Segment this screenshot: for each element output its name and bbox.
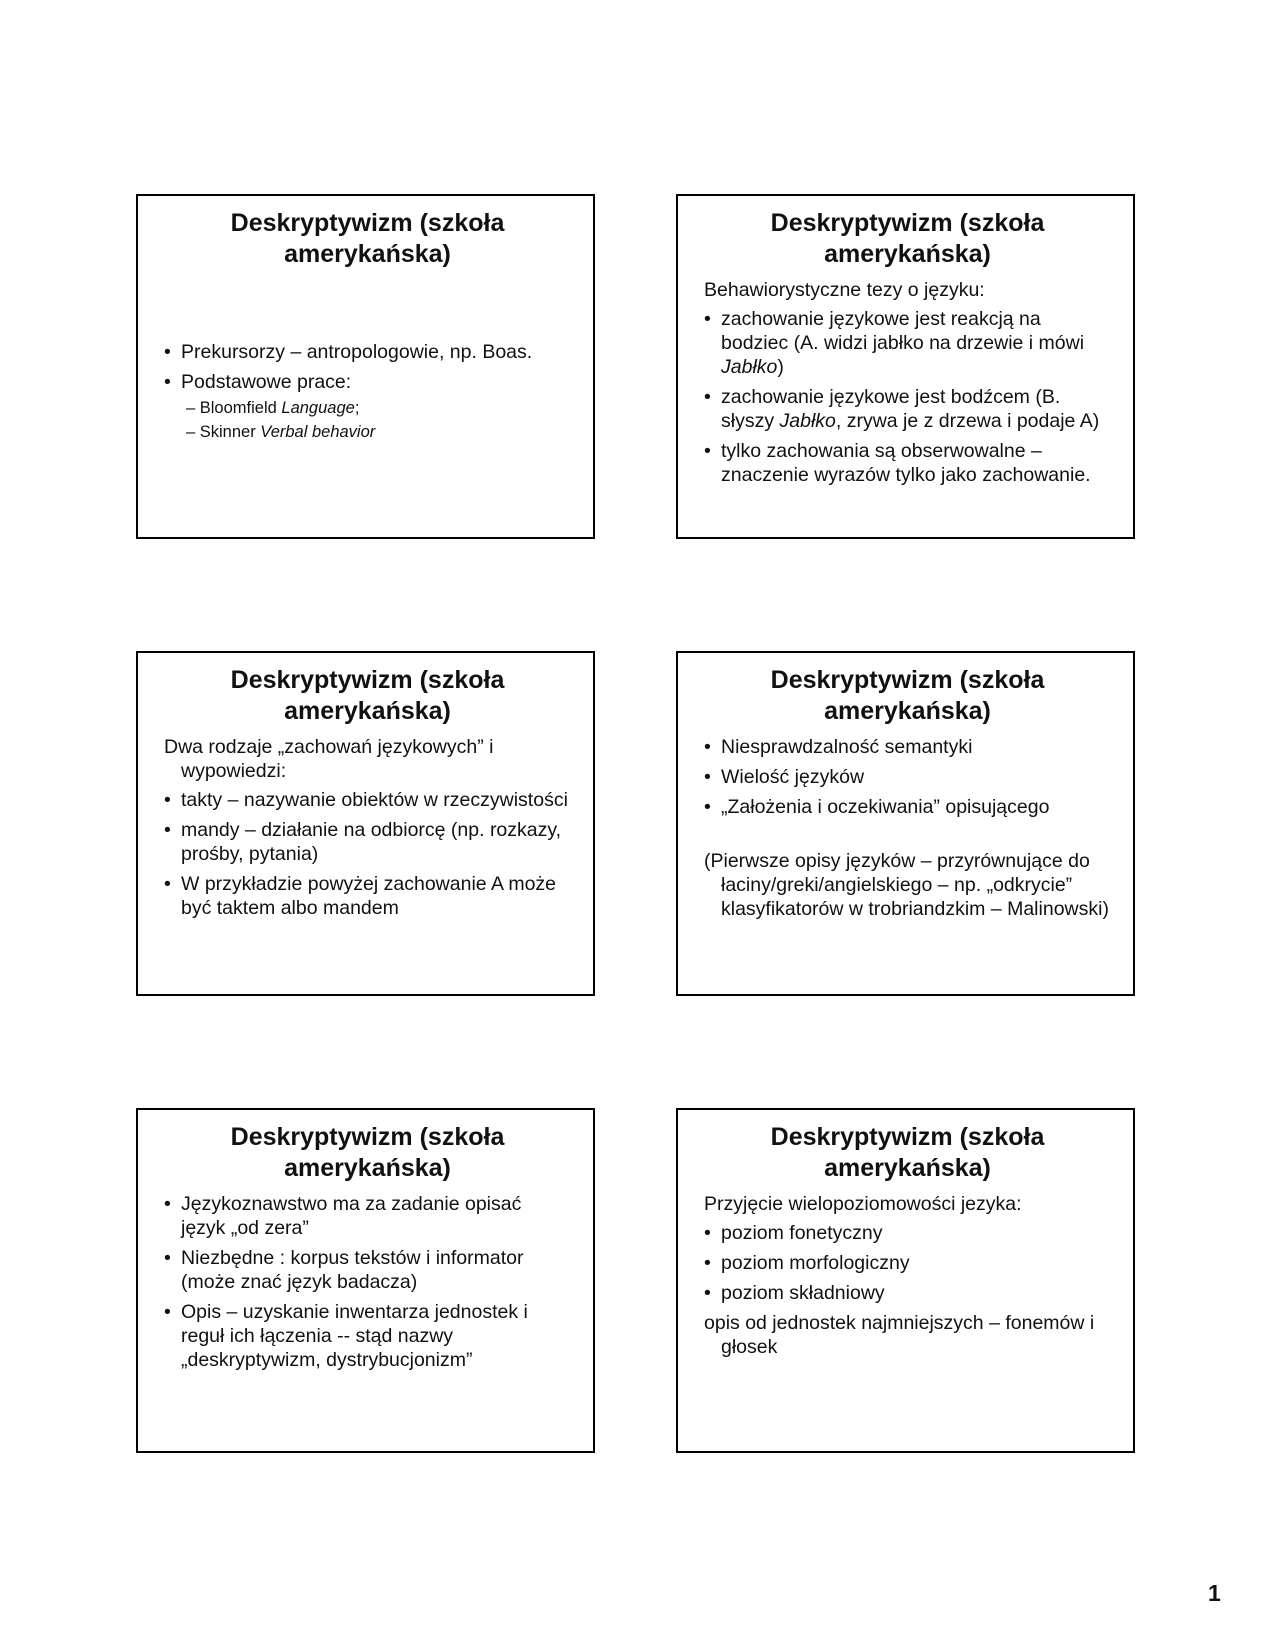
slide-title: Deskryptywizm (szkoła amerykańska) — [770, 209, 1045, 268]
slide-5 — [136, 1108, 595, 1453]
slide-body — [164, 735, 571, 920]
slide-body — [704, 1192, 1111, 1359]
slide-body — [164, 1192, 571, 1372]
slide-body — [704, 735, 1111, 921]
slide-outro: opis od jednostek najmniejszych – fonemów i głosek — [704, 1312, 1095, 1358]
slide-note: (Pierwsze opisy języków – przyrównujące do łaciny/greki/angielskiego – np. „odkrycie” klasyfikatorów w trobriandzkim – Malinowski) — [704, 850, 1109, 920]
slide-2 — [676, 194, 1135, 539]
slide-body — [164, 278, 571, 444]
slide-intro: Przyjęcie wielopoziomowości jezyka: — [704, 1193, 1022, 1215]
slide-4 — [676, 651, 1135, 996]
slide-title: Deskryptywizm (szkoła amerykańska) — [230, 1123, 505, 1182]
bullet-item: • Podstawowe prace: – Bloomfield Language; – Skinner Verbal behavior — [164, 370, 571, 444]
slide-title: Deskryptywizm (szkoła amerykańska) — [230, 209, 505, 268]
slide-title: Deskryptywizm (szkoła amerykańska) — [770, 666, 1045, 725]
bullet-item: • Niesprawdzalność semantyki — [704, 735, 1111, 759]
slide-3 — [136, 651, 595, 996]
bullet-item: • „Założenia i oczekiwania” opisującego — [704, 795, 1111, 819]
bullet-item: • Prekursorzy – antropologowie, np. Boas. — [164, 340, 571, 364]
bullet-list — [164, 1192, 571, 1372]
slide-body — [704, 278, 1111, 487]
slide-6 — [676, 1108, 1135, 1453]
bullet-item: • poziom fonetyczny — [704, 1221, 1111, 1245]
sub-list — [181, 396, 571, 444]
bullet-item: • Niezbędne : korpus tekstów i informator (może znać język badacza) — [164, 1246, 571, 1294]
slide-1 — [136, 194, 595, 539]
bullet-list — [704, 735, 1111, 819]
bullet-item: • Opis – uzyskanie inwentarza jednostek i reguł ich łączenia -- stąd nazwy „deskryptywizm, dystrybucjonizm” — [164, 1300, 571, 1372]
slide-title: Deskryptywizm (szkoła amerykańska) — [230, 666, 505, 725]
sub-item: – Bloomfield Language; — [186, 399, 360, 417]
sub-item: – Skinner Verbal behavior — [186, 423, 376, 441]
bullet-list — [164, 340, 571, 444]
bullet-item: • Językoznawstwo ma za zadanie opisać język „od zera” — [164, 1192, 571, 1240]
bullet-list — [164, 788, 571, 920]
bullet-item: • W przykładzie powyżej zachowanie A może być taktem albo mandem — [164, 872, 571, 920]
bullet-item: • tylko zachowania są obserwowalne – znaczenie wyrazów tylko jako zachowanie. — [704, 439, 1111, 487]
slide-title: Deskryptywizm (szkoła amerykańska) — [770, 1123, 1045, 1182]
bullet-item: • poziom składniowy — [704, 1281, 1111, 1305]
bullet-list — [704, 307, 1111, 487]
slide-intro: Dwa rodzaje „zachowań językowych” i wypowiedzi: — [164, 736, 494, 782]
bullet-list — [704, 1221, 1111, 1305]
bullet-item: • takty – nazywanie obiektów w rzeczywistości — [164, 788, 571, 812]
bullet-item: • zachowanie językowe jest reakcją na bodziec (A. widzi jabłko na drzewie i mówi Jabłko) — [704, 307, 1111, 379]
slide-intro: Behawiorystyczne tezy o języku: — [704, 279, 985, 301]
bullet-item: • Wielość języków — [704, 765, 1111, 789]
page-number: 1 — [1208, 1580, 1221, 1606]
bullet-item: • mandy – działanie na odbiorcę (np. rozkazy, prośby, pytania) — [164, 818, 571, 866]
bullet-item: • zachowanie językowe jest bodźcem (B. słyszy Jabłko, zrywa je z drzewa i podaje A) — [704, 385, 1111, 433]
bullet-item: • poziom morfologiczny — [704, 1251, 1111, 1275]
